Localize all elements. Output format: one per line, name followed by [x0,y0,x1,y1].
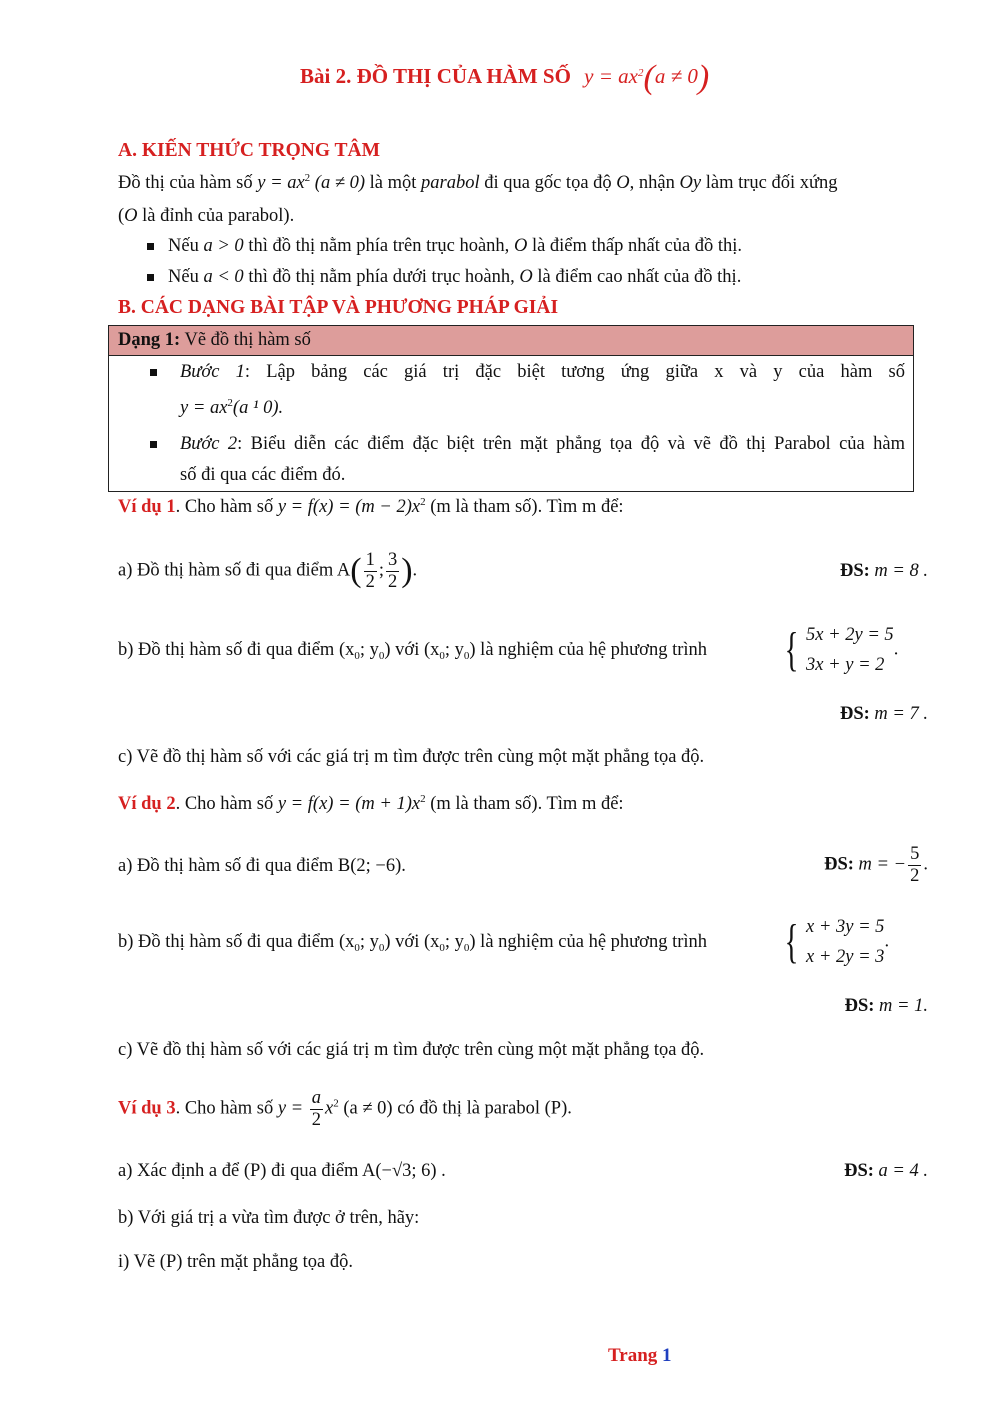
step-1-formula: $y = ax^2(a$ ¹ 0). [180,397,284,418]
step-2-line2: số đi qua các điểm đó. [180,465,346,485]
page-title [300,59,710,97]
section-b-heading: B. CÁC DẠNG BÀI TẬP VÀ PHƯƠNG PHÁP GIẢI [118,297,559,318]
example-1-part-c: c) Vẽ đồ thị hàm số với các giá trị m tìm được trên cùng một mặt phẳng tọa độ. [118,747,705,767]
section-a-bullet-1: Nếu a > 0 thì đồ thị nằm phía trên trục hoành, O là điểm thấp nhất của đồ thị. [168,236,743,256]
page-footer [608,1345,672,1367]
example-3-statement: Ví dụ 3. Cho hàm số y = $\frac{a}{2}$ $x^2$ (a ≠ 0) có đồ thị là parabol (P). [118,1088,572,1130]
step-1: Bước 1: Lập bảng các giá trị đặc biệt tương ứng giữa x và y của hàm số [180,362,905,382]
example-2-part-b: b) Đồ thị hàm số đi qua điểm ($x_0$; $y_0$) với ($x_0$; $y_0$) là nghiệm của hệ phương trình [118,932,708,954]
bullet-icon [150,441,157,448]
example-1-part-a: a) Đồ thị hàm số đi qua điểm A( $\frac{1}{2}$ ; $\frac{3}{2}$ ). [118,550,418,592]
dang1-header: Dạng 1: Vẽ đồ thị hàm số [118,330,311,350]
section-a-bullet-2: Nếu a < 0 thì đồ thị nằm phía dưới trục hoành, O là điểm cao nhất của đồ thị. [168,267,742,287]
example-3-part-i: i) Vẽ (P) trên mặt phẳng tọa độ. [118,1252,353,1272]
example-2-answer-b: ĐS: m = 1. [844,996,928,1016]
example-3-part-a: a) Xác định a để (P) đi qua điểm A(−√3; 6) . [118,1161,446,1181]
example-3-answer-a: ĐS: a = 4 . [844,1161,928,1181]
step-2: Bước 2: Biểu diễn các điểm đặc biệt trên mặt phẳng tọa độ và vẽ đồ thị Parabol của hàm [180,434,905,454]
example-2-statement: Ví dụ 2. Cho hàm số $y = f(x) = (m + 1)x^2$ (m là tham số). Tìm m để: [118,793,624,814]
section-a-paragraph-line2: (O là đỉnh của parabol). [118,206,295,226]
title-formula: $y = ax^2(a \ne 0)$ [584,59,710,97]
lesson-title: ĐỒ THỊ CỦA HÀM SỐ [356,64,571,88]
example-1-answer-a: ĐS: m = 8 . [839,561,928,581]
page-number: 1 [662,1345,672,1366]
example-2-system: { x + 3y = 5 x + 2y = 3 . [784,915,890,968]
example-2-answer-a: ĐS: m = − $\frac{5}{2}$ . [824,844,928,886]
example-3-part-b: b) Với giá trị a vừa tìm được ở trên, hãy: [118,1208,420,1228]
example-1-system: { 5x + 2y = 5 3x + y = 2 . [784,623,899,676]
example-1-part-b: b) Đồ thị hàm số đi qua điểm ($x_0$; $y_0$) với ($x_0$; $y_0$) là nghiệm của hệ phương trình [118,640,708,662]
section-a-paragraph: Đồ thị của hàm số $y = ax^2$ (a ≠ 0) là một parabol đi qua gốc tọa độ O, nhận Oy làm trục đối xứng [118,172,838,193]
example-1-statement: Ví dụ 1. Cho hàm số $y = f(x) = (m - 2)x^2$ (m là tham số). Tìm m để: [118,496,624,517]
section-a-heading: A. KIẾN THỨC TRỌNG TÂM [118,140,381,161]
lesson-number: Bài 2. [300,64,357,88]
bullet-icon [147,243,154,250]
example-1-answer-b: ĐS: m = 7 . [839,704,928,724]
example-2-part-a: a) Đồ thị hàm số đi qua điểm B(2; −6). [118,856,406,876]
footer-label: Trang [608,1345,658,1366]
bullet-icon [150,369,157,376]
example-2-part-c: c) Vẽ đồ thị hàm số với các giá trị m tìm được trên cùng một mặt phẳng tọa độ. [118,1040,705,1060]
bullet-icon [147,274,154,281]
